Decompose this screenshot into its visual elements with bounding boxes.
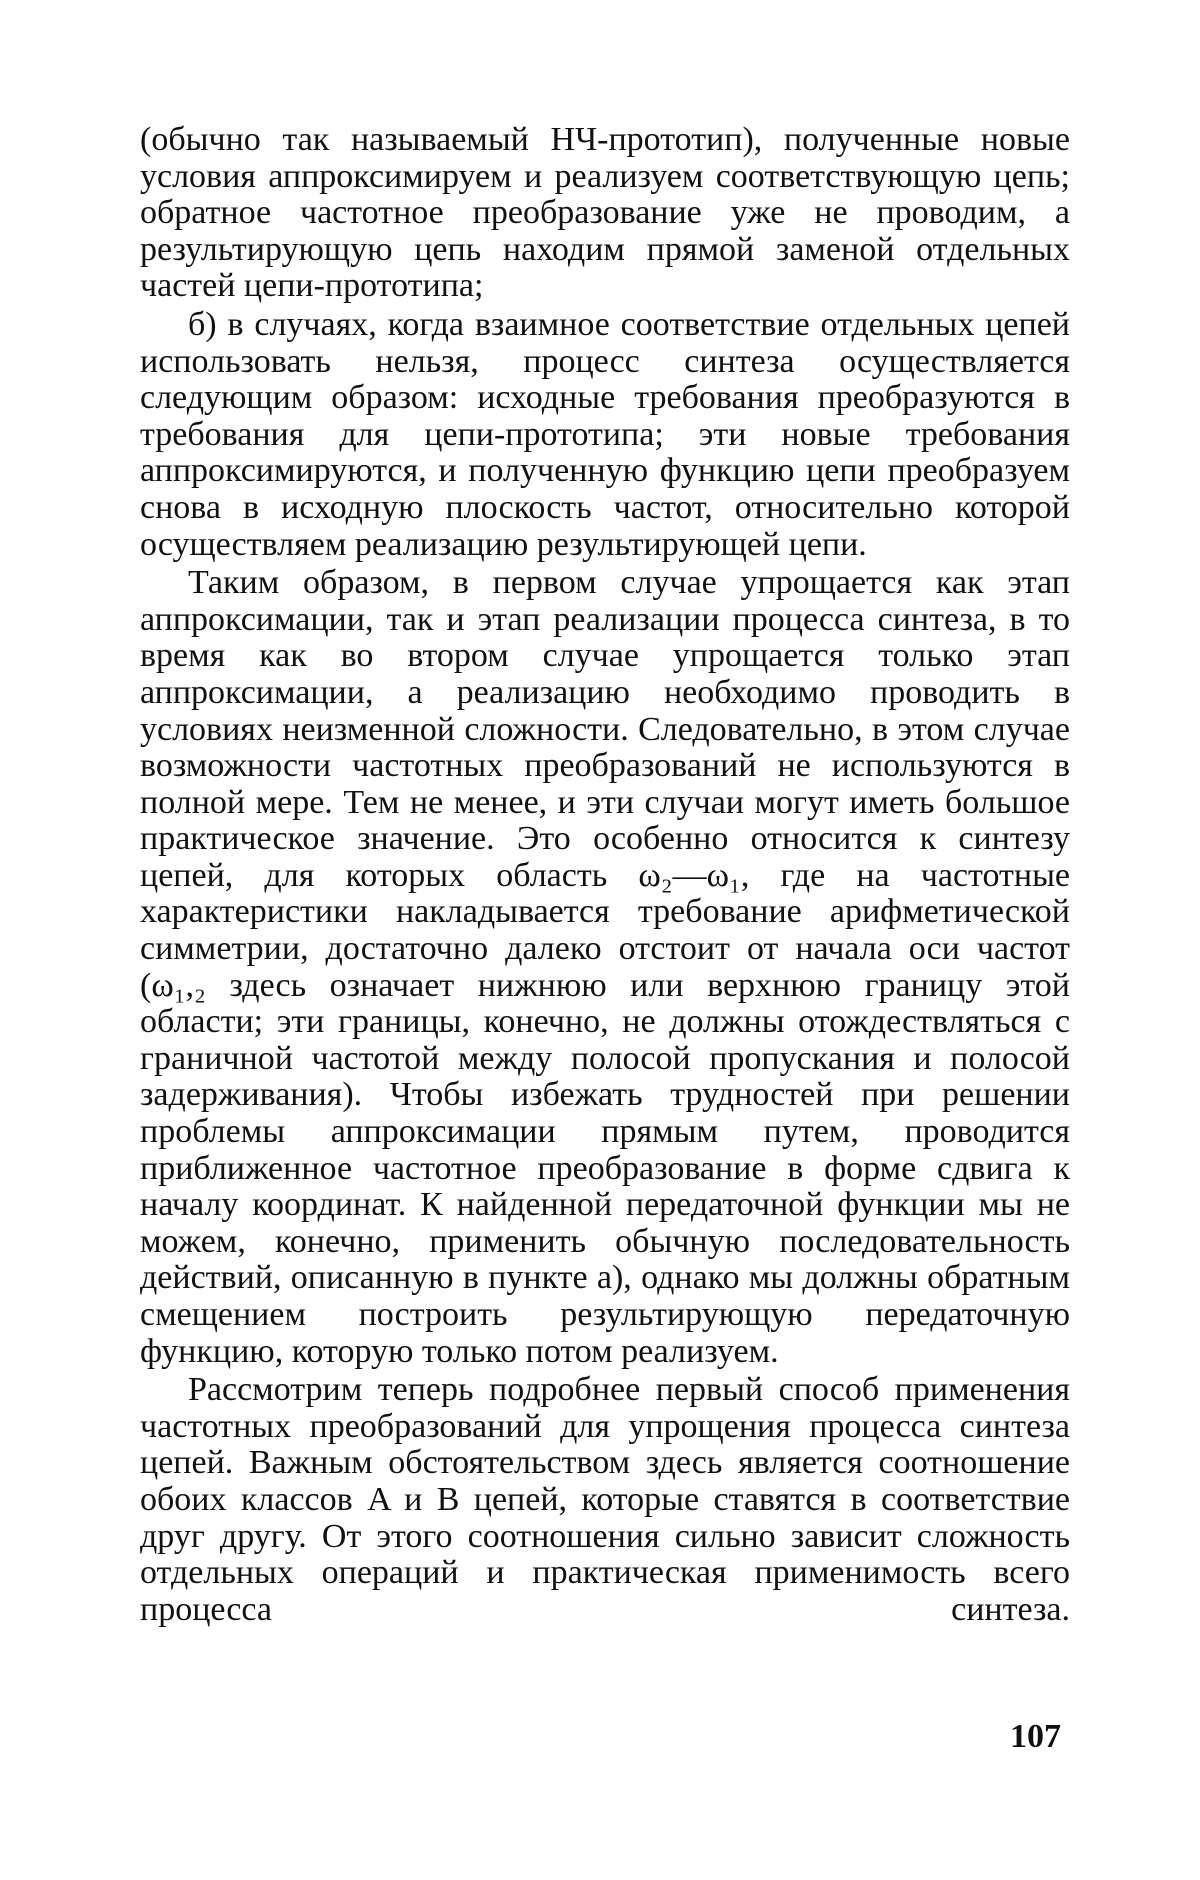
paragraph-continuation: (обычно так называемый НЧ-прототип), полученные новые условия аппроксимируем и реализуем соответствующую цепь; обратное частотное преобразование уже не проводим, а результирующую цепь находим прямой заменой отдельных частей цепи-прототипа;: [140, 121, 1070, 305]
page-number: 107: [1010, 1718, 1061, 1755]
page-text: [140, 122, 1070, 1628]
paragraph-case-b: б) в случаях, когда взаимное соответствие отдельных цепей использовать нельзя, процесс синтеза осуществляется следующим образом: исходные требования преобразуются в требования для цепи-прототипа; эти новые требования аппроксимируются, и полученную функцию цепи преобразуем снова в исходную плоскость частот, относительно которой осуществляем реализацию результирующей цепи.: [140, 305, 1070, 563]
paragraph-first-method: Рассмотрим теперь подробнее первый способ применения частотных преобразований для упрощения процесса синтеза цепей. Важным обстоятельством здесь является соотношение обоих классов A и B цепей, которые ставятся в соответствие друг другу. От этого соотношения сильно зависит сложность отдельных операций и практическая применимость всего процесса синтеза.: [140, 1371, 1070, 1628]
paragraph-summary: Таким образом, в первом случае упрощается как этап аппроксимации, так и этап реализации процесса синтеза, в то время как во втором случае упрощается только этап аппроксимации, а реализацию необходимо проводить в условиях неизменной сложности. Следовательно, в этом случае возможности частотных преобразований не используются в полной мере. Тем не менее, и эти случаи могут иметь большое практическое значение. Это особенно относится к синтезу цепей, для которых область ω₂—ω₁, где на частотные характеристики накладывается требование арифметической симметрии, достаточно далеко отстоит от начала оси частот (ω₁,₂ здесь означает нижнюю или верхнюю границу этой области; эти границы, конечно, не должны отождествляться с граничной частотой между полосой пропускания и полосой задерживания). Чтобы избежать трудностей при решении проблемы аппроксимации прямым путем, проводится приближенное частотное преобразование в форме сдвига к началу координат. К найденной передаточной функции мы не можем, конечно, применить обычную последовательность действий, описанную в пункте а), однако мы должны обратным смещением построить результирующую передаточную функцию, которую только потом реализуем.: [140, 564, 1070, 1370]
